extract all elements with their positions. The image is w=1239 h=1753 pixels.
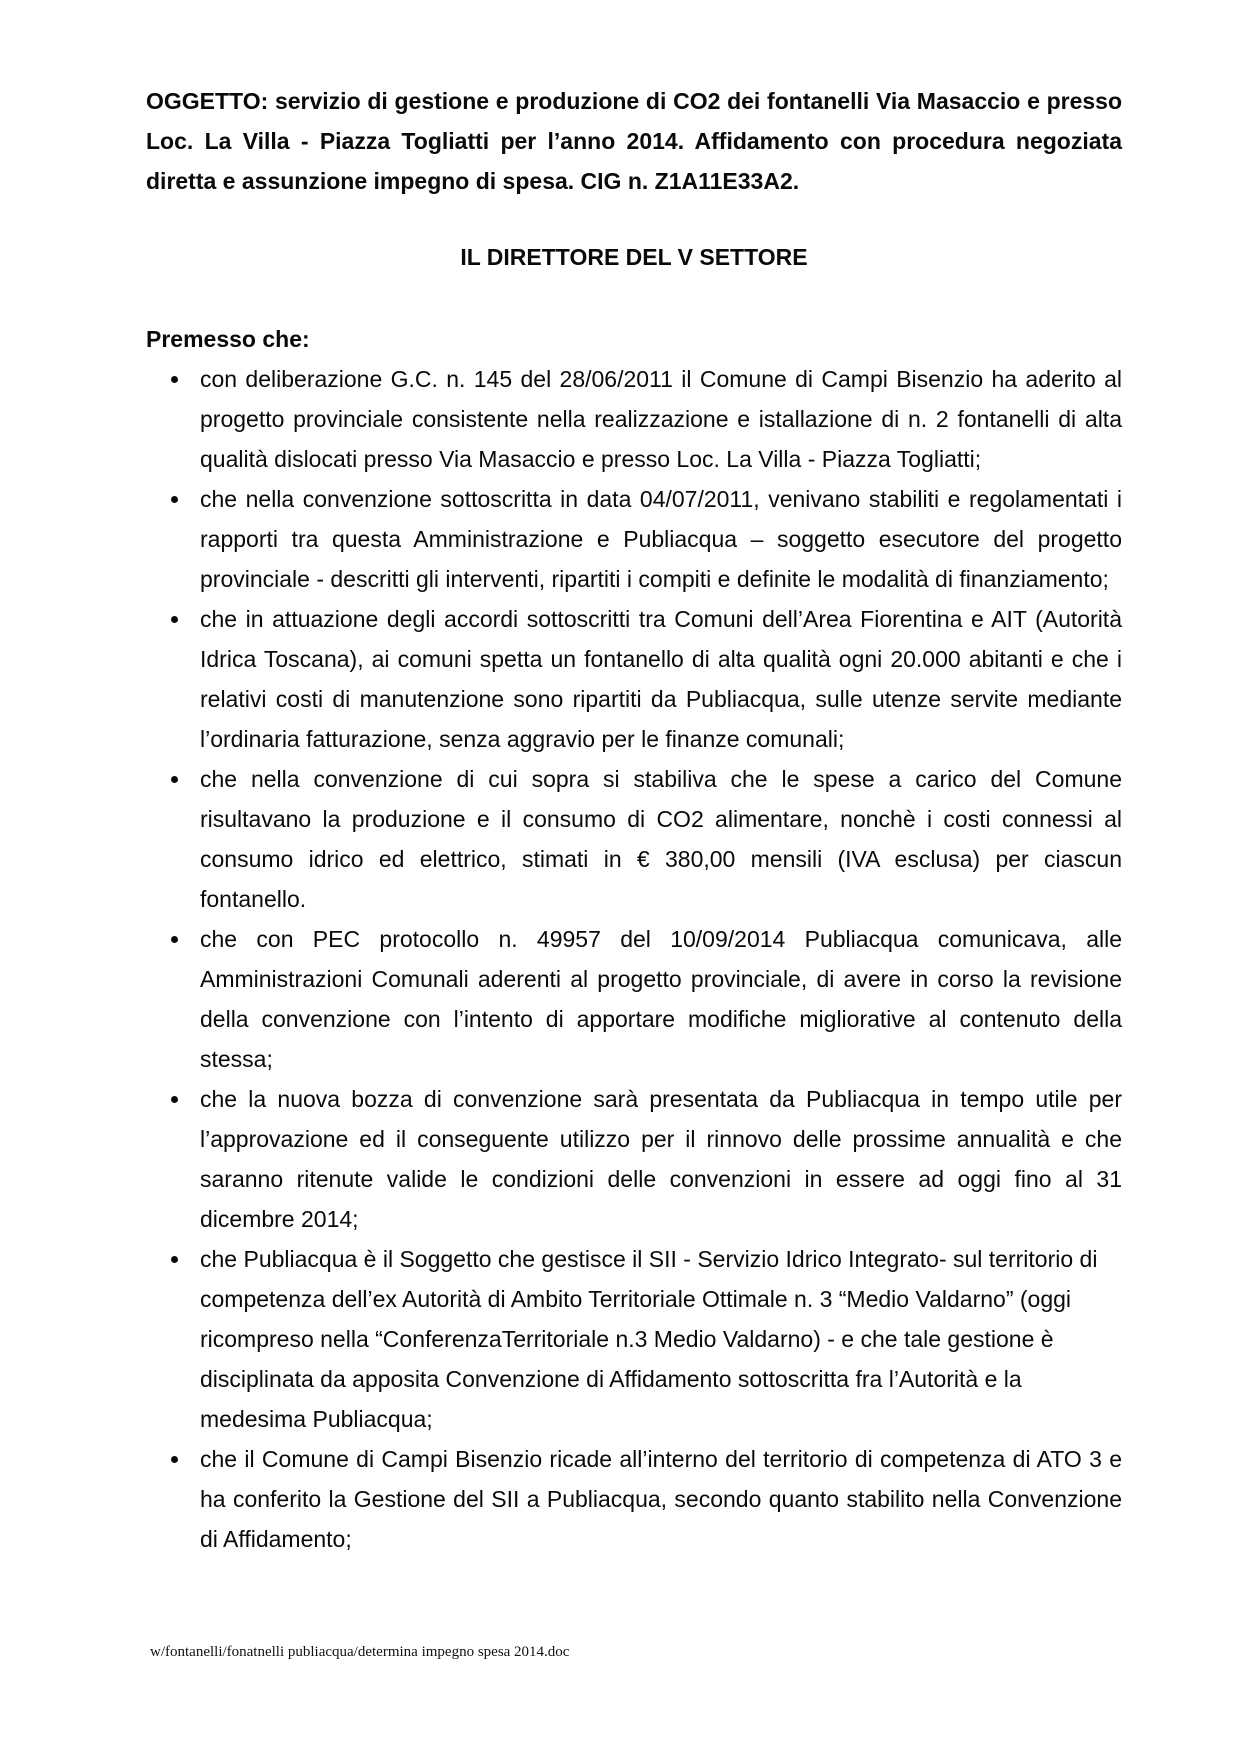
subject-paragraph: OGGETTO: servizio di gestione e produzione di CO2 dei fontanelli Via Masaccio e presso Loc. La Villa - Piazza Togliatti per l’anno 2014. Affidamento con procedura negoziata diretta e assunzione impegno di spesa. CIG n. Z1A11E33A2. bbox=[146, 88, 1122, 194]
premise-item: che il Comune di Campi Bisenzio ricade all’interno del territorio di competenza di ATO 3 e ha conferito la Gestione del SII a Publiacqua, secondo quanto stabilito nella Convenzione di Affidamento; bbox=[146, 1439, 1122, 1559]
premise-item: che Publiacqua è il Soggetto che gestisce il SII - Servizio Idrico Integrato- sul territorio di competenza dell’ex Autorità di Ambito Territoriale Ottimale n. 3 “Medio Valdarno” (oggi ricompreso nella “ConferenzaTerritoriale n.3 Medio Valdarno) - e che tale gestione è disciplinata da apposita Convenzione di Affidamento sottoscritta fra l’Autorità e la medesima Publiacqua; bbox=[146, 1239, 1122, 1439]
premise-item: che in attuazione degli accordi sottoscritti tra Comuni dell’Area Fiorentina e AIT (Autorità Idrica Toscana), ai comuni spetta un fontanello di alta qualità ogni 20.000 abitanti e che i relativi costi di manutenzione sono ripartiti da Publiacqua, sulle utenze servite mediante l’ordinaria fatturazione, senza aggravio per le finanze comunali; bbox=[146, 599, 1122, 759]
premise-item: che con PEC protocollo n. 49957 del 10/09/2014 Publiacqua comunicava, alle Amministrazioni Comunali aderenti al progetto provinciale, di avere in corso la revisione della convenzione con l’intento di apportare modifiche migliorative al contenuto della stessa; bbox=[146, 919, 1122, 1079]
premise-item: che nella convenzione sottoscritta in data 04/07/2011, venivano stabiliti e regolamentati i rapporti tra questa Amministrazione e Publiacqua – soggetto esecutore del progetto provinciale - descritti gli interventi, ripartiti i compiti e definite le modalità di finanziamento; bbox=[146, 479, 1122, 599]
document-file-path: w/fontanelli/fonatnelli publiacqua/determina impegno spesa 2014.doc bbox=[150, 1644, 570, 1660]
premise-list bbox=[146, 359, 1122, 1559]
premise-label: Premesso che: bbox=[146, 326, 310, 352]
premise-item: che nella convenzione di cui sopra si stabiliva che le spese a carico del Comune risultavano la produzione e il consumo di CO2 alimentare, nonchè i costi connessi al consumo idrico ed elettrico, stimati in € 380,00 mensili (IVA esclusa) per ciascun fontanello. bbox=[146, 759, 1122, 919]
premise-item: che la nuova bozza di convenzione sarà presentata da Publiacqua in tempo utile per l’approvazione ed il conseguente utilizzo per il rinnovo delle prossime annualità e che saranno ritenute valide le condizioni delle convenzioni in essere ad oggi fino al 31 dicembre 2014; bbox=[146, 1079, 1122, 1239]
premise-item: con deliberazione G.C. n. 145 del 28/06/2011 il Comune di Campi Bisenzio ha aderito al progetto provinciale consistente nella realizzazione e istallazione di n. 2 fontanelli di alta qualità dislocati presso Via Masaccio e presso Loc. La Villa - Piazza Togliatti; bbox=[146, 359, 1122, 479]
document-heading: IL DIRETTORE DEL V SETTORE bbox=[460, 244, 808, 270]
